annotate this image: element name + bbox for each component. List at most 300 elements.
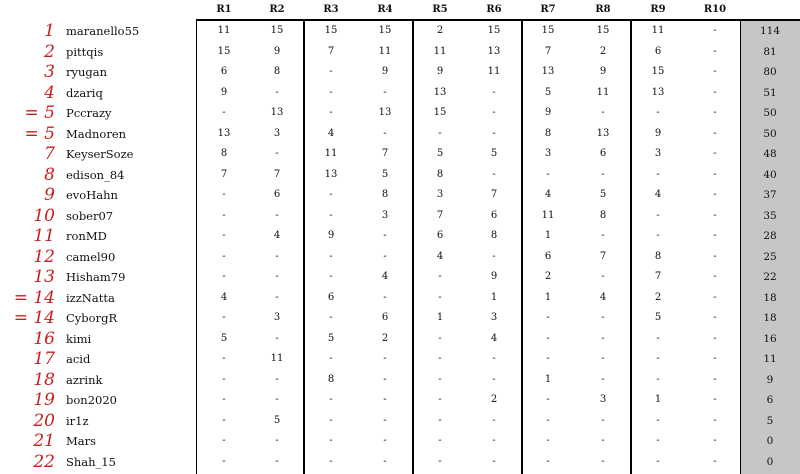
score-cell: - (329, 435, 333, 446)
score-cell: 11 (651, 25, 665, 36)
total-cell: 50 (763, 107, 777, 119)
score-cell: 9 (381, 66, 389, 77)
score-cell: - (713, 455, 717, 467)
score-cell: 13 (217, 127, 231, 139)
score-cell: 3 (436, 189, 444, 200)
score-cell: 13 (487, 45, 501, 57)
score-cell: 4 (654, 189, 662, 200)
score-cell: 3 (381, 209, 389, 221)
score-cell: 1 (654, 394, 662, 405)
score-cell: - (222, 209, 226, 221)
player-name: pittqis (66, 44, 104, 59)
score-cell: - (713, 373, 717, 385)
score-cell: - (222, 271, 226, 282)
rank-cell: 13 (33, 267, 55, 287)
total-cell: 9 (766, 373, 774, 386)
column-divider (303, 20, 305, 474)
score-cell: - (329, 209, 333, 221)
score-cell: 15 (270, 25, 284, 36)
total-cell: 40 (763, 168, 777, 181)
player-name: Pccrazy (66, 106, 112, 120)
score-cell: - (222, 414, 226, 426)
table-row (0, 206, 800, 227)
score-cell: - (601, 435, 605, 446)
score-cell: 8 (599, 209, 607, 221)
score-cell: - (275, 209, 279, 221)
player-name: sober07 (66, 208, 114, 223)
total-cell: 16 (763, 332, 777, 345)
score-cell: - (656, 107, 660, 118)
table-row (0, 390, 800, 411)
score-cell: - (438, 271, 442, 282)
score-cell: 15 (596, 25, 610, 36)
score-cell: - (383, 373, 387, 385)
score-cell: - (656, 455, 660, 467)
score-cell: 11 (378, 45, 392, 57)
score-cell: 4 (327, 127, 335, 139)
score-cell: - (438, 127, 442, 139)
score-cell: - (656, 414, 660, 426)
score-cell: - (222, 230, 226, 241)
score-cell: - (275, 148, 279, 159)
score-cell: - (601, 312, 605, 323)
score-cell: 5 (544, 86, 552, 98)
table-row (0, 431, 800, 452)
score-cell: 6 (490, 209, 498, 221)
column-divider (412, 20, 414, 474)
player-name: camel90 (66, 249, 116, 264)
score-cell: - (329, 66, 333, 77)
score-cell: - (275, 373, 279, 385)
column-header-r9: R9 (650, 4, 666, 15)
score-cell: - (546, 414, 550, 426)
score-cell: - (329, 455, 333, 467)
score-cell: 1 (544, 373, 552, 385)
total-cell: 35 (763, 209, 777, 222)
table-row (0, 411, 800, 432)
score-cell: 2 (436, 25, 444, 36)
table-row (0, 185, 800, 206)
score-cell: 7 (327, 45, 335, 57)
total-cell: 18 (763, 291, 777, 304)
total-cell: 80 (763, 66, 777, 78)
score-cell: - (383, 394, 387, 405)
score-cell: - (275, 455, 279, 467)
score-cell: - (601, 168, 605, 180)
total-cell: 22 (763, 271, 777, 283)
score-cell: 5 (381, 168, 389, 180)
score-cell: - (383, 435, 387, 446)
score-cell: 5 (599, 189, 607, 200)
score-cell: - (275, 291, 279, 303)
score-cell: - (601, 353, 605, 364)
score-cell: - (713, 353, 717, 364)
score-cell: - (329, 394, 333, 405)
score-cell: - (222, 107, 226, 118)
total-cell: 51 (763, 86, 777, 99)
score-cell: - (383, 230, 387, 241)
rank-cell: = 14 (13, 308, 55, 328)
rank-cell: 1 (44, 21, 55, 41)
player-name: ir1z (66, 413, 89, 428)
score-cell: 13 (433, 86, 447, 98)
score-cell: - (656, 435, 660, 446)
total-cell: 81 (763, 45, 777, 58)
score-cell: 9 (327, 230, 335, 241)
score-cell: - (546, 332, 550, 344)
rank-cell: = 5 (24, 123, 55, 144)
score-cell: - (492, 414, 496, 426)
score-cell: 8 (490, 230, 498, 241)
score-cell: - (656, 209, 660, 221)
score-cell: - (656, 230, 660, 241)
score-cell: - (713, 127, 717, 139)
score-cell: - (546, 312, 550, 323)
column-header-r6: R6 (486, 4, 502, 15)
score-cell: 6 (436, 230, 444, 241)
score-cell: - (329, 250, 333, 262)
table-row (0, 144, 800, 165)
score-cell: - (492, 455, 496, 467)
player-name: Madnoren (66, 126, 127, 141)
score-cell: 4 (436, 250, 444, 262)
score-cell: - (713, 209, 717, 221)
table-row (0, 452, 800, 473)
score-cell: 13 (270, 107, 284, 118)
score-cell: - (329, 353, 333, 364)
score-cell: - (656, 373, 660, 385)
score-cell: 4 (220, 291, 228, 303)
table-row (0, 288, 800, 309)
score-cell: 2 (544, 271, 552, 282)
score-cell: 15 (541, 25, 555, 36)
score-cell: - (713, 148, 717, 159)
score-cell: 7 (654, 271, 662, 282)
column-header-r7: R7 (540, 4, 556, 15)
score-cell: - (438, 332, 442, 344)
score-cell: 3 (490, 312, 498, 323)
table-row (0, 83, 800, 104)
score-cell: - (438, 394, 442, 405)
table-row (0, 62, 800, 83)
player-name: edison_84 (66, 167, 125, 182)
table-row (0, 370, 800, 391)
score-cell: 5 (436, 148, 444, 159)
rank-cell: 22 (33, 451, 55, 472)
table-row (0, 124, 800, 145)
player-name: kimi (66, 331, 92, 346)
player-name: bon2020 (66, 393, 117, 407)
score-cell: 6 (220, 66, 228, 77)
score-cell: - (222, 394, 226, 405)
score-cell: 4 (490, 332, 498, 344)
score-cell: 7 (220, 168, 228, 180)
score-cell: - (492, 127, 496, 139)
score-cell: 8 (273, 66, 281, 77)
score-cell: - (275, 394, 279, 405)
score-cell: - (438, 435, 442, 446)
column-divider (630, 20, 632, 474)
score-cell: - (222, 435, 226, 446)
score-cell: - (222, 189, 226, 200)
score-cell: - (275, 435, 279, 446)
score-cell: - (383, 414, 387, 426)
table-row (0, 21, 800, 42)
rank-cell: 4 (44, 82, 55, 103)
score-cell: - (438, 455, 442, 467)
score-cell: 9 (490, 271, 498, 282)
column-divider (740, 20, 741, 474)
score-cell: - (492, 107, 496, 118)
score-cell: - (713, 312, 717, 323)
total-cell: 28 (763, 230, 777, 242)
score-cell: - (222, 353, 226, 364)
score-cell: 2 (654, 291, 662, 303)
rank-cell: 16 (33, 328, 55, 349)
score-cell: 2 (599, 45, 607, 57)
rank-cell: 20 (33, 410, 55, 431)
score-cell: - (713, 394, 717, 405)
total-cell: 114 (759, 25, 781, 37)
score-cell: 3 (544, 148, 552, 159)
score-cell: - (601, 455, 605, 467)
score-cell: - (713, 250, 717, 262)
total-cell: 0 (766, 435, 774, 447)
column-header-r3: R3 (323, 4, 339, 15)
score-cell: 11 (433, 45, 447, 57)
score-cell: - (383, 291, 387, 303)
score-cell: - (492, 373, 496, 385)
total-cell: 6 (766, 394, 774, 406)
table-row (0, 267, 800, 288)
rank-cell: 18 (33, 369, 55, 390)
column-divider (196, 20, 197, 474)
score-cell: 11 (596, 86, 610, 98)
score-cell: - (713, 435, 717, 446)
score-cell: 5 (327, 332, 335, 344)
player-name: dzariq (66, 85, 103, 100)
score-cell: 6 (327, 291, 335, 303)
score-cell: 2 (490, 394, 498, 405)
column-header-r1: R1 (216, 4, 232, 15)
player-name: maranello55 (66, 24, 140, 38)
table-row (0, 103, 800, 124)
score-cell: - (546, 353, 550, 364)
score-cell: 8 (544, 127, 552, 139)
score-cell: - (601, 107, 605, 118)
table-row (0, 247, 800, 268)
score-cell: - (713, 271, 717, 282)
score-cell: 8 (654, 250, 662, 262)
player-name: ronMD (66, 229, 107, 243)
score-cell: 13 (596, 127, 610, 139)
score-cell: - (546, 455, 550, 467)
header-row (0, 0, 800, 21)
score-cell: - (601, 414, 605, 426)
score-cell: 15 (324, 25, 338, 36)
score-cell: 8 (436, 168, 444, 180)
table-row (0, 226, 800, 247)
score-cell: 15 (378, 25, 392, 36)
score-cell: 7 (381, 148, 389, 159)
score-cell: 9 (436, 66, 444, 77)
table-row (0, 165, 800, 186)
rank-cell: 17 (33, 349, 55, 369)
score-cell: 9 (220, 86, 228, 98)
score-cell: 7 (599, 250, 607, 262)
score-cell: - (601, 332, 605, 344)
score-cell: 3 (273, 312, 281, 323)
score-cell: - (656, 353, 660, 364)
score-cell: - (438, 373, 442, 385)
score-cell: - (275, 250, 279, 262)
score-cell: - (546, 435, 550, 446)
score-cell: - (329, 414, 333, 426)
score-cell: - (275, 332, 279, 344)
column-divider (521, 20, 523, 474)
score-cell: 8 (220, 148, 228, 159)
score-cell: - (546, 168, 550, 180)
rank-cell: = 14 (13, 287, 55, 308)
total-cell: 5 (766, 414, 774, 427)
score-cell: - (713, 230, 717, 241)
score-cell: 6 (381, 312, 389, 323)
score-cell: 9 (273, 45, 281, 57)
score-cell: 9 (599, 66, 607, 77)
score-cell: 15 (217, 45, 231, 57)
score-cell: - (713, 168, 717, 180)
score-cell: 3 (273, 127, 281, 139)
score-cell: - (222, 373, 226, 385)
column-header-r10: R10 (703, 4, 727, 15)
score-cell: - (713, 332, 717, 344)
score-cell: - (383, 127, 387, 139)
total-cell: 0 (766, 455, 774, 468)
rank-cell: 21 (33, 431, 55, 451)
score-cell: 11 (541, 209, 555, 221)
score-cell: 2 (381, 332, 389, 344)
score-cell: 9 (544, 107, 552, 118)
score-cell: 6 (599, 148, 607, 159)
rank-cell: 8 (44, 164, 55, 185)
score-cell: 6 (654, 45, 662, 57)
score-cell: 7 (544, 45, 552, 57)
score-cell: - (383, 250, 387, 262)
score-cell: 1 (436, 312, 444, 323)
player-name: KeyserSoze (66, 147, 134, 161)
score-cell: 13 (378, 107, 392, 118)
score-cell: - (713, 25, 717, 36)
score-cell: - (546, 394, 550, 405)
score-cell: - (713, 45, 717, 57)
score-cell: 7 (490, 189, 498, 200)
table-row (0, 349, 800, 370)
score-cell: 15 (433, 107, 447, 118)
score-cell: 6 (273, 189, 281, 200)
score-cell: 1 (544, 291, 552, 303)
player-name: ryugan (66, 65, 108, 79)
player-name: azrink (66, 372, 103, 387)
rank-cell: 10 (33, 205, 55, 226)
player-name: CyborgR (66, 311, 118, 325)
column-header-r2: R2 (269, 4, 285, 15)
score-cell: - (656, 168, 660, 180)
score-cell: - (222, 312, 226, 323)
score-cell: 8 (381, 189, 389, 200)
score-cell: 13 (651, 86, 665, 98)
table-row (0, 329, 800, 350)
score-cell: - (438, 353, 442, 364)
score-cell: - (222, 250, 226, 262)
player-name: Hisham79 (66, 270, 126, 284)
rank-cell: 19 (33, 390, 55, 410)
score-cell: - (492, 250, 496, 262)
score-cell: - (713, 291, 717, 303)
score-cell: - (601, 271, 605, 282)
score-cell: - (713, 107, 717, 118)
score-cell: 9 (654, 127, 662, 139)
score-cell: - (222, 455, 226, 467)
table-row (0, 42, 800, 63)
score-cell: - (601, 373, 605, 385)
score-cell: - (275, 86, 279, 98)
score-cell: 6 (544, 250, 552, 262)
score-cell: 3 (654, 148, 662, 159)
player-name: evoHahn (66, 188, 118, 202)
score-cell: - (438, 291, 442, 303)
score-cell: 5 (220, 332, 228, 344)
rank-cell: 11 (33, 226, 55, 246)
score-cell: - (438, 414, 442, 426)
score-cell: 5 (654, 312, 662, 323)
player-name: Mars (66, 434, 97, 448)
score-cell: 11 (217, 25, 231, 36)
score-cell: 13 (324, 168, 338, 180)
score-cell: - (383, 86, 387, 98)
score-cell: - (713, 86, 717, 98)
score-cell: - (601, 230, 605, 241)
score-cell: 1 (544, 230, 552, 241)
total-cell: 18 (763, 312, 777, 324)
score-cell: 3 (599, 394, 607, 405)
score-cell: 5 (490, 148, 498, 159)
column-header-r5: R5 (432, 4, 448, 15)
total-cell: 48 (763, 148, 777, 160)
score-cell: 15 (487, 25, 501, 36)
rank-cell: 3 (44, 62, 55, 82)
header-divider (196, 19, 800, 21)
score-cell: - (329, 86, 333, 98)
total-cell: 50 (763, 127, 777, 140)
score-cell: - (383, 455, 387, 467)
score-cell: 7 (436, 209, 444, 221)
score-cell: 8 (327, 373, 335, 385)
player-name: izzNatta (66, 290, 115, 305)
player-name: acid (66, 352, 91, 366)
score-cell: 11 (324, 148, 338, 159)
column-header-r8: R8 (595, 4, 611, 15)
score-cell: 5 (273, 414, 281, 426)
score-cell: - (492, 86, 496, 98)
total-cell: 37 (763, 189, 777, 201)
score-cell: - (329, 312, 333, 323)
score-cell: - (275, 271, 279, 282)
score-cell: 4 (381, 271, 389, 282)
score-cell: - (713, 414, 717, 426)
score-cell: 4 (599, 291, 607, 303)
score-cell: 1 (490, 291, 498, 303)
player-name: Shah_15 (66, 454, 116, 469)
